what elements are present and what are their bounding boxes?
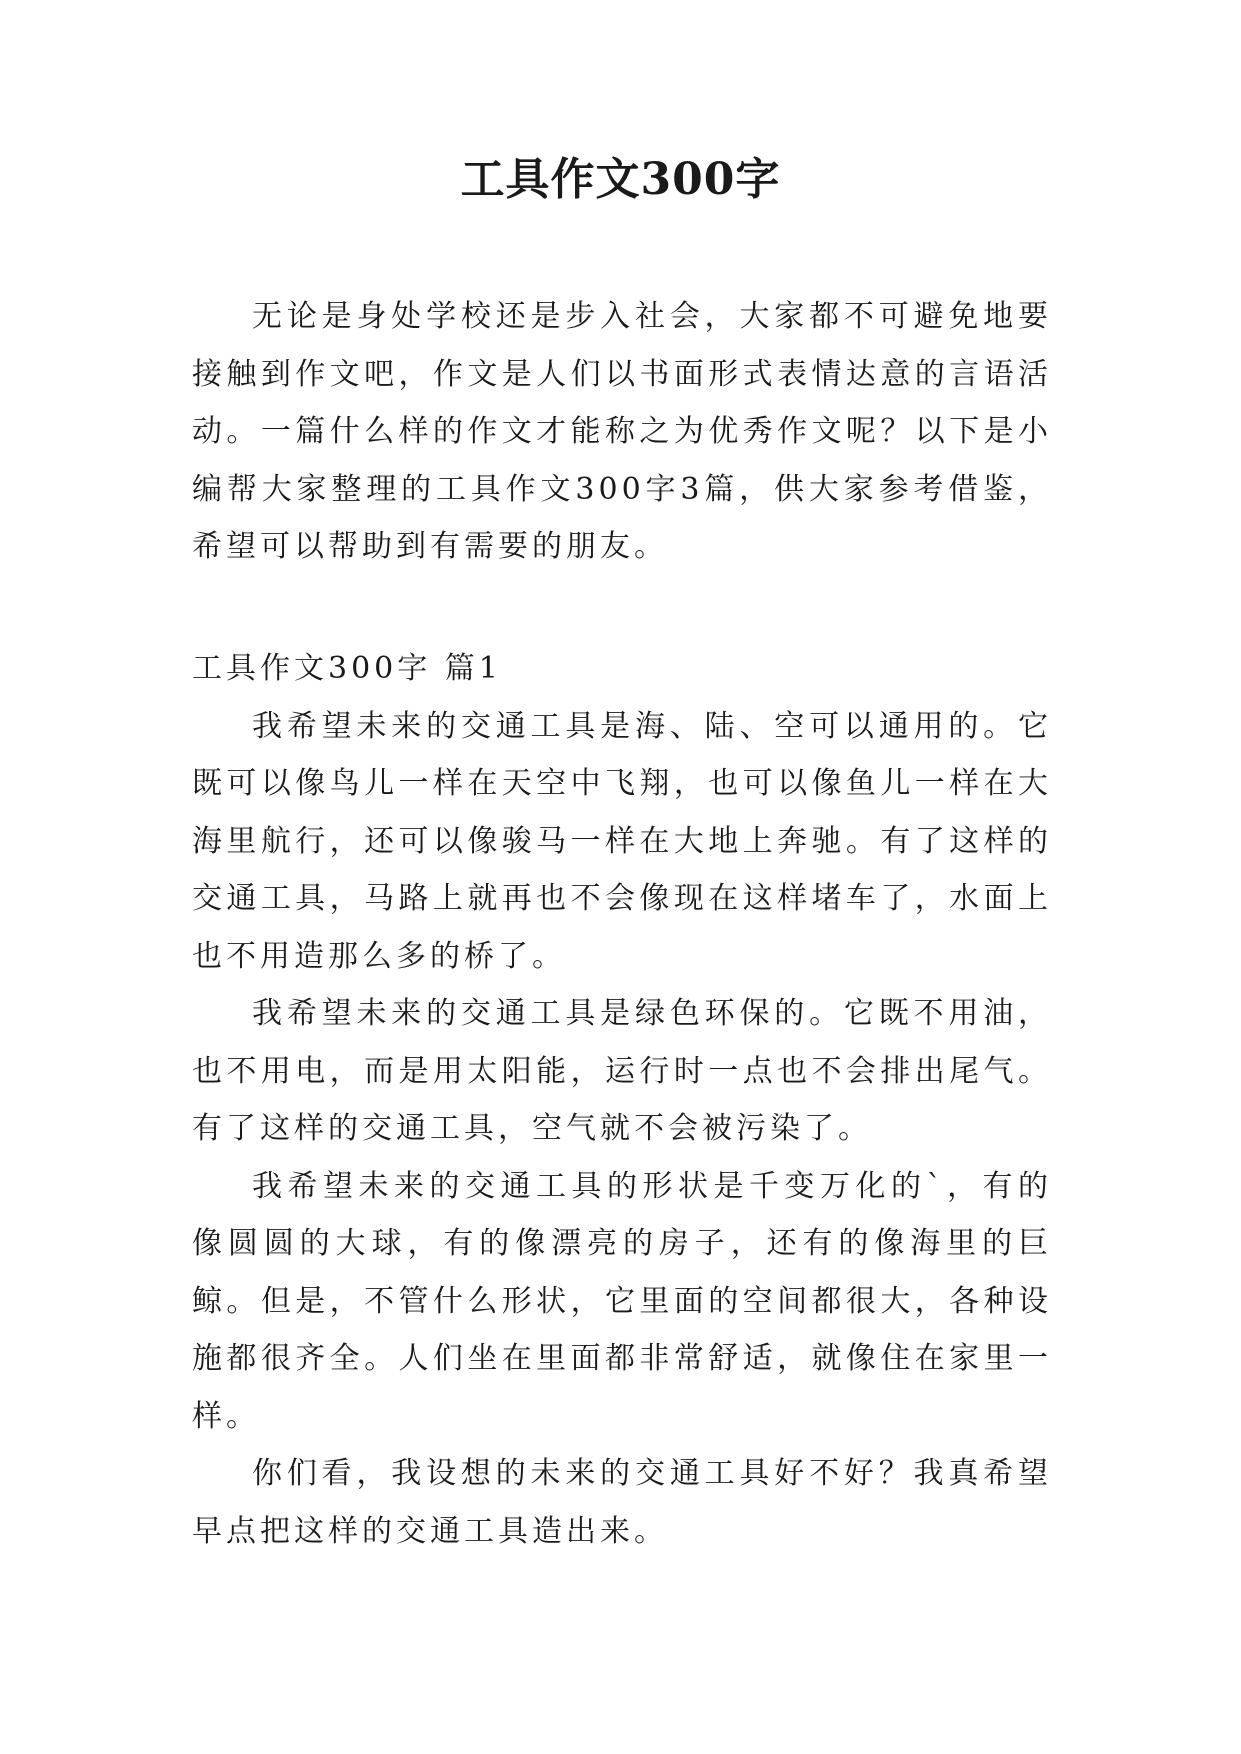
section-heading: 工具作文300字 篇1 [192, 651, 502, 686]
section-1 [192, 640, 1052, 1560]
body-paragraph-3: 我希望未来的交通工具的形状是千变万化的`，有的像圆圆的大球，有的像漂亮的房子，还有的像海里的巨鲸。但是，不管什么形状，它里面的空间都很大，各种设施都很齐全。人们坐在里面都非常舒适，就像住在家里一样。 [192, 1168, 1052, 1434]
body-paragraph-2: 我希望未来的交通工具是绿色环保的。它既不用油，也不用电，而是用太阳能，运行时一点也不会排出尾气。有了这样的交通工具，空气就不会被污染了。 [192, 996, 1052, 1146]
body-paragraph-4: 你们看，我设想的未来的交通工具好不好？我真希望早点把这样的交通工具造出来。 [192, 1456, 1052, 1549]
intro-paragraph: 无论是身处学校还是步入社会，大家都不可避免地要接触到作文吧，作文是人们以书面形式表情达意的言语活动。一篇什么样的作文才能称之为优秀作文呢？以下是小编帮大家整理的工具作文300字3篇，供大家参考借鉴，希望可以帮助到有需要的朋友。 [192, 299, 1052, 564]
body-paragraph-1: 我希望未来的交通工具是海、陆、空可以通用的。它既可以像鸟儿一样在天空中飞翔，也可以像鱼儿一样在大海里航行，还可以像骏马一样在大地上奔驰。有了这样的交通工具，马路上就再也不会像现在这样堵车了，水面上也不用造那么多的桥了。 [192, 708, 1052, 974]
intro-block [192, 288, 1052, 576]
document-title: 工具作文300字 [460, 154, 781, 205]
